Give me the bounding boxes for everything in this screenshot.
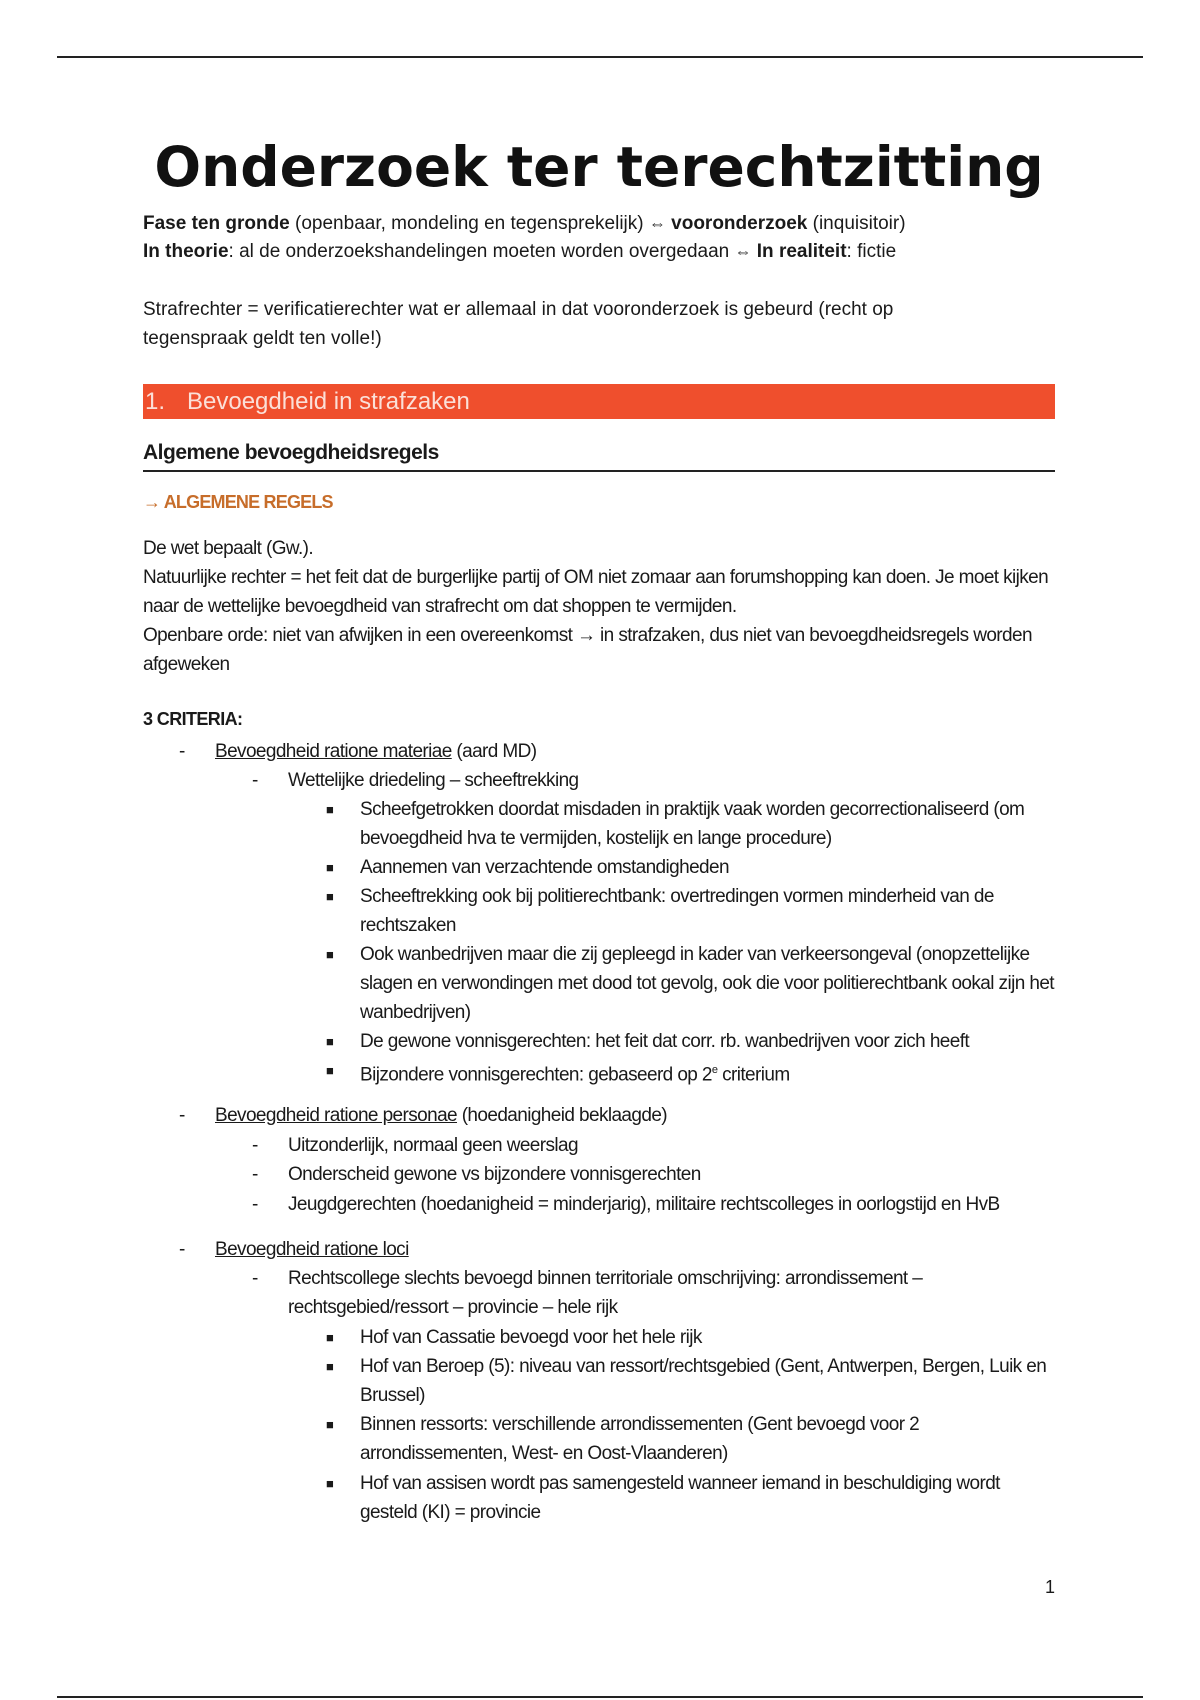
criterion-label: Bevoegdheid ratione materiae: [215, 741, 452, 762]
section-title: Bevoegdheid in strafzaken: [187, 388, 470, 415]
list-item-text: Wettelijke driedeling – scheeftrekking: [288, 770, 579, 791]
list-item: [252, 1160, 701, 1189]
bullet-icon: ■: [326, 1330, 334, 1345]
list-item-text: Binnen ressorts: verschillende arrondissementen (Gent bevoegd voor 2 arrondissementen, West- en Oost-Vlaanderen): [360, 1414, 920, 1464]
list-item: [326, 1027, 1060, 1056]
list-item-text: Hof van assisen wordt pas samengesteld wanneer iemand in beschuldiging wordt gesteld (KI) = provincie: [360, 1473, 1000, 1523]
intro-bold-fase: Fase ten gronde: [143, 213, 290, 234]
list-item: [326, 1469, 1060, 1527]
dash-icon: -: [252, 1194, 258, 1215]
section-number: 1.: [145, 388, 166, 415]
strafrechter-paragraph: Strafrechter = verificatierechter wat er allemaal in dat vooronderzoek is gebeurd (recht op tegenspraak geldt ten volle!): [143, 299, 894, 349]
bullet-icon: ■: [326, 1359, 334, 1374]
list-item-text: Rechtscollege slechts bevoegd binnen territoriale omschrijving: arrondissement – rechtsgebied/ressort – provincie – hele rijk: [288, 1268, 923, 1318]
list-item-text: Bijzondere vonnisgerechten: gebaseerd op 2: [360, 1064, 712, 1086]
criteria-heading: 3 CRITERIA:: [143, 709, 243, 729]
superscript: e: [711, 1064, 718, 1076]
criterion-label: Bevoegdheid ratione loci: [215, 1239, 409, 1260]
criterion-suffix: (aard MD): [451, 741, 537, 762]
bullet-icon: ■: [326, 889, 334, 904]
orange-heading: → ALGEMENE REGELS: [143, 492, 333, 512]
bullet-icon: ■: [326, 1034, 334, 1049]
list-item: [252, 1190, 1000, 1219]
list-item: [326, 1056, 1060, 1089]
page-number: 1: [1045, 1577, 1056, 1597]
list-item-text: Hof van Cassatie bevoegd voor het hele rijk: [360, 1327, 702, 1348]
equivalence-icon: ⇔: [734, 242, 752, 261]
list-item: [252, 1131, 578, 1160]
intro-text: : fictie: [846, 241, 897, 262]
bullet-icon: ■: [326, 947, 334, 962]
dash-icon: -: [179, 1105, 185, 1126]
dash-icon: -: [252, 1164, 258, 1185]
list-item: [326, 1352, 1060, 1410]
list-item-text: Aannemen van verzachtende omstandigheden: [360, 857, 729, 878]
dash-icon: -: [252, 1135, 258, 1156]
dash-icon: -: [179, 741, 185, 762]
intro-text: (inquisitoir): [807, 213, 906, 234]
subheading: Algemene bevoegdheidsregels: [143, 438, 1055, 472]
bottom-rule: [57, 1696, 1143, 1698]
dash-icon: -: [252, 1268, 258, 1289]
dash-icon: -: [252, 770, 258, 791]
section-heading: [143, 384, 1055, 419]
list-item: [326, 940, 1060, 1027]
list-item: [326, 882, 1060, 940]
list-item-text: Scheefgetrokken doordat misdaden in praktijk vaak worden gecorrectionaliseerd (om bevoegdheid hva te vermijden, kostelijk en lange procedure): [360, 799, 1025, 849]
criterion-suffix: (hoedanigheid beklaagde): [457, 1105, 668, 1126]
list-item-text: Scheeftrekking ook bij politierechtbank: overtredingen vormen minderheid van de rechtszaken: [360, 886, 994, 936]
list-item-text: Hof van Beroep (5): niveau van ressort/rechtsgebied (Gent, Antwerpen, Bergen, Luik en Brussel): [360, 1356, 1047, 1406]
list-item: [179, 1235, 409, 1264]
list-item-text: De gewone vonnisgerechten: het feit dat corr. rb. wanbedrijven voor zich heeft: [360, 1031, 970, 1052]
bullet-icon: ■: [326, 1417, 334, 1432]
paragraph-wet: De wet bepaalt (Gw.).: [143, 538, 314, 559]
list-item: [179, 1101, 668, 1130]
equivalence-icon: ⇔: [648, 214, 666, 233]
criterion-label: Bevoegdheid ratione personae: [215, 1105, 458, 1126]
list-item: [252, 766, 579, 795]
list-item: [326, 795, 1060, 853]
intro-text: : al de onderzoekshandelingen moeten worden overgedaan: [228, 241, 735, 262]
list-item-text: criterium: [717, 1064, 790, 1086]
intro-bold-theorie: In theorie: [143, 241, 229, 262]
top-rule: [57, 56, 1143, 58]
list-item-text: Onderscheid gewone vs bijzondere vonnisgerechten: [288, 1164, 701, 1185]
list-item: [326, 853, 1060, 882]
list-item: [326, 1410, 1060, 1468]
list-item-text: Ook wanbedrijven maar die zij gepleegd in kader van verkeersongeval (onopzettelijke slagen en verwondingen met dood tot gevolg, ook die voor politierechtbank ookal zijn het wanbedrijven): [360, 944, 1054, 1023]
list-item-text: Jeugdgerechten (hoedanigheid = minderjarig), militaire rechtscolleges in oorlogstijd en HvB: [288, 1194, 1000, 1215]
dash-icon: -: [179, 1239, 185, 1260]
intro-line-1: [143, 209, 906, 238]
intro-bold-vooronderzoek: vooronderzoek: [671, 213, 808, 234]
list-item-text: Uitzonderlijk, normaal geen weerslag: [288, 1135, 578, 1156]
bullet-icon: ■: [326, 802, 334, 817]
list-item: [326, 1323, 1060, 1352]
paragraph-openbare-orde: Openbare orde: niet van afwijken in een overeenkomst → in strafzaken, dus niet van bevoegdheidsregels worden afgeweken: [143, 625, 1032, 675]
intro-bold-realiteit: In realiteit: [756, 241, 847, 262]
bullet-icon: ■: [326, 1476, 334, 1491]
list-item: [252, 1264, 978, 1322]
bullet-icon: ■: [326, 860, 334, 875]
list-item: [179, 737, 537, 766]
intro-text: (openbaar, mondeling en tegensprekelijk): [289, 213, 649, 234]
paragraph-natuurlijke-rechter: Natuurlijke rechter = het feit dat de burgerlijke partij of OM niet zomaar aan forumshopping kan doen. Je moet kijken naar de wettelijke bevoegdheid van strafrecht om dat shoppen te vermijden.: [143, 567, 1049, 617]
page-title: Onderzoek ter terechtzitting: [154, 135, 1044, 199]
intro-line-2: [143, 237, 896, 266]
bullet-icon: ■: [326, 1063, 334, 1078]
